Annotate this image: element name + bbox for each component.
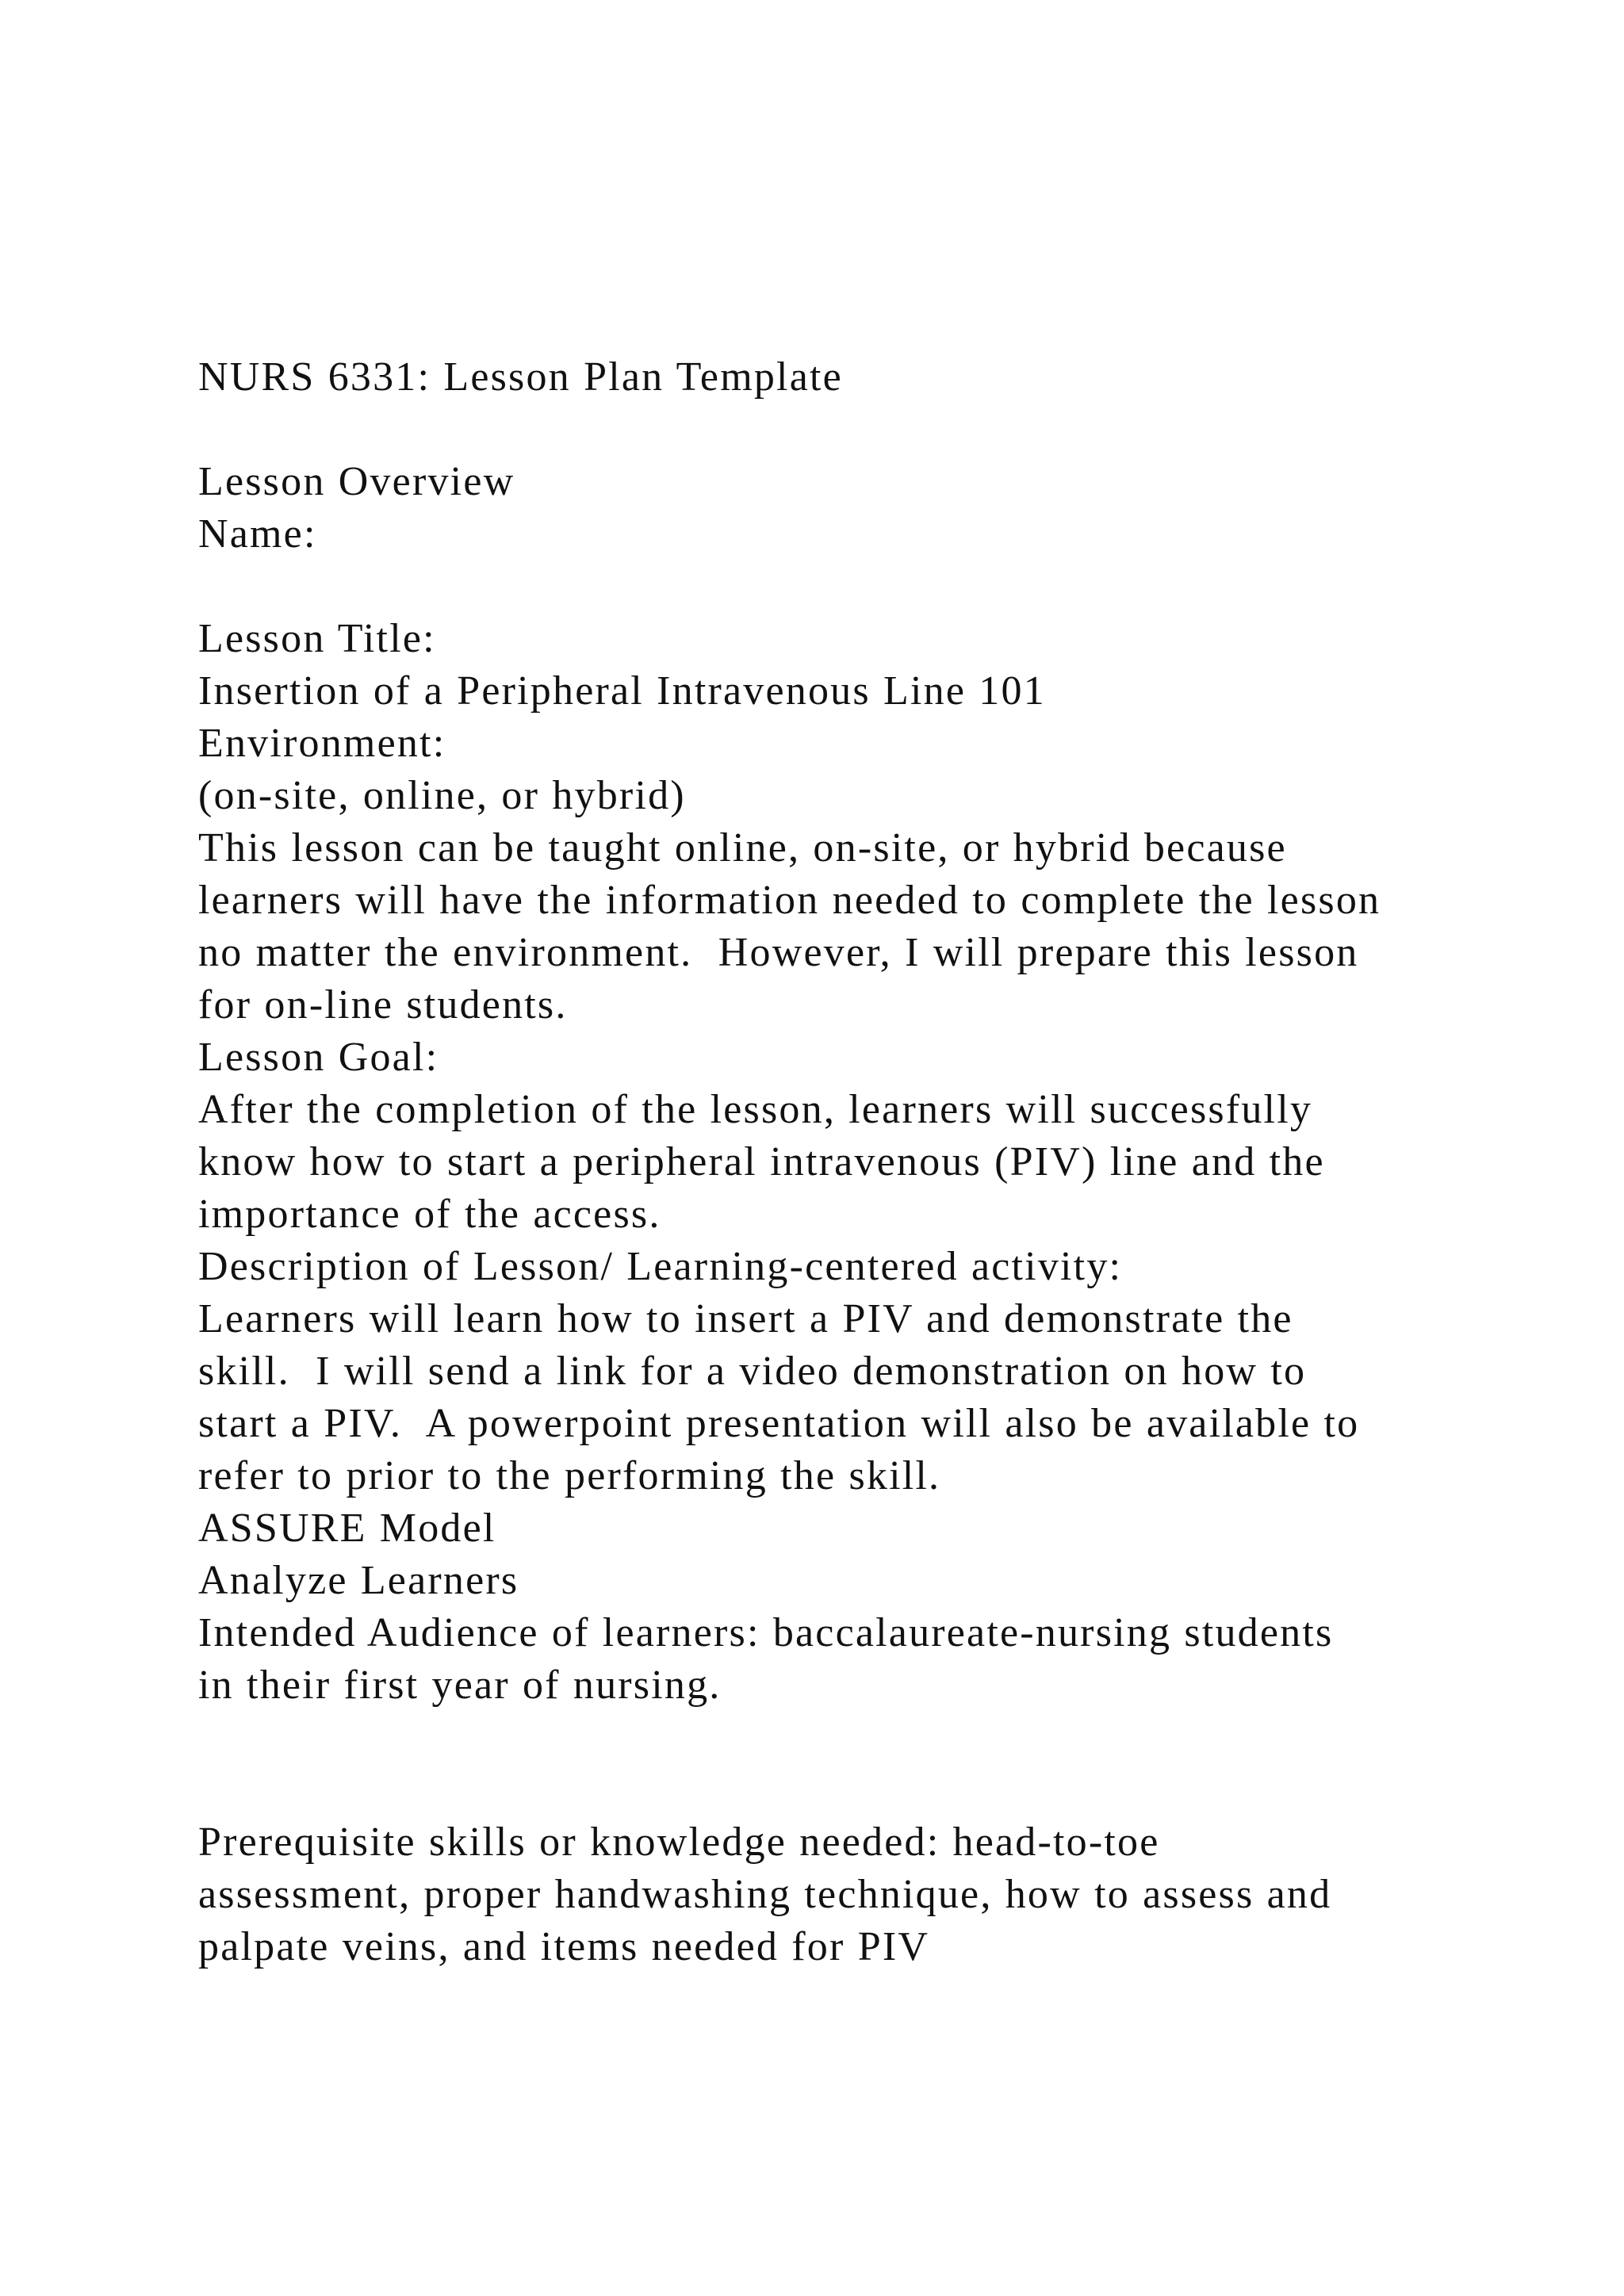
description-text-line: refer to prior to the performing the skill.: [198, 1453, 941, 1498]
lesson-goal-text-line: importance of the access.: [198, 1192, 661, 1237]
environment-text-line: learners will have the information needed to complete the lesson: [198, 878, 1381, 923]
document-title: NURS 6331: Lesson Plan Template: [198, 354, 843, 400]
audience-text-line: in their first year of nursing.: [198, 1663, 722, 1708]
audience-text-line: Intended Audience of learners: baccalaureate-nursing students: [198, 1610, 1334, 1655]
environment-text-line: This lesson can be taught online, on-site, or hybrid because: [198, 825, 1287, 871]
prerequisite-text-line: Prerequisite skills or knowledge needed: head-to-toe: [198, 1820, 1160, 1865]
assure-model-heading: ASSURE Model: [198, 1506, 496, 1551]
lesson-goal-label: Lesson Goal:: [198, 1035, 439, 1080]
prerequisite-text-line: palpate veins, and items needed for PIV: [198, 1924, 930, 1969]
prerequisite-text-line: assessment, proper handwashing technique, how to assess and: [198, 1872, 1332, 1917]
description-label: Description of Lesson/ Learning-centered activity:: [198, 1244, 1123, 1289]
lesson-overview-heading: Lesson Overview: [198, 459, 515, 504]
spacer: [198, 1712, 1499, 1764]
environment-text-line: for on-line students.: [198, 982, 568, 1027]
document-body: [198, 351, 1499, 1973]
environment-options: (on-site, online, or hybrid): [198, 773, 686, 818]
lesson-goal-text-line: know how to start a peripheral intravenous (PIV) line and the: [198, 1139, 1325, 1184]
spacer: [198, 1764, 1499, 1816]
lesson-goal-text-line: After the completion of the lesson, learners will successfully: [198, 1087, 1313, 1132]
environment-label: Environment:: [198, 721, 446, 766]
description-text-line: skill. I will send a link for a video demonstration on how to: [198, 1349, 1307, 1394]
description-text-line: start a PIV. A powerpoint presentation will also be available to: [198, 1401, 1360, 1446]
lesson-title-value: Insertion of a Peripheral Intravenous Line 101: [198, 668, 1046, 714]
description-text-line: Learners will learn how to insert a PIV and demonstrate the: [198, 1296, 1293, 1341]
analyze-learners-heading: Analyze Learners: [198, 1558, 519, 1603]
spacer: [198, 404, 1499, 456]
name-label: Name:: [198, 511, 317, 557]
spacer: [198, 561, 1499, 613]
environment-text-line: no matter the environment. However, I will prepare this lesson: [198, 930, 1359, 975]
lesson-title-label: Lesson Title:: [198, 616, 436, 661]
